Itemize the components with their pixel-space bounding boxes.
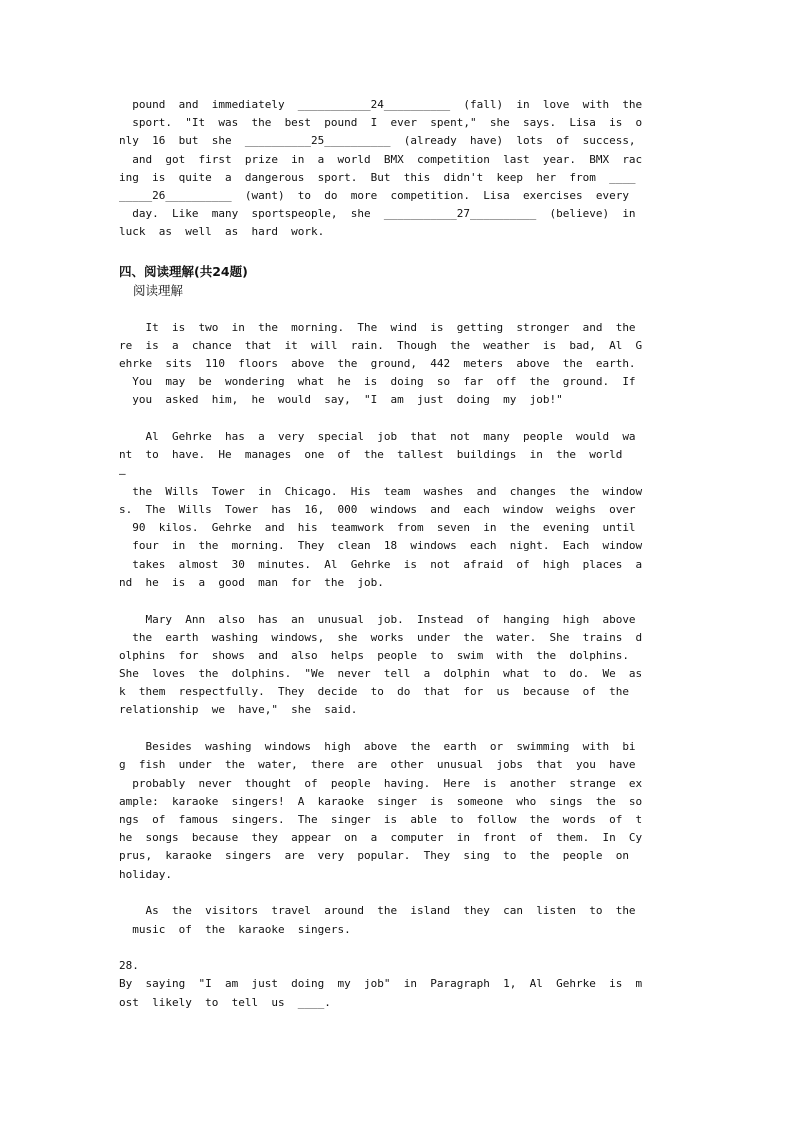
paragraph-line: prus, karaoke singers are very popular. They sing to the people on [119,849,629,863]
paragraph-line: music of the karaoke singers. [119,922,351,936]
spacer [119,242,675,261]
spacer [119,884,675,903]
cloze-line: day. Like many sportspeople, she ___________27__________ (believe) in [119,207,636,221]
question-28 [119,957,675,1012]
spacer [119,720,675,739]
cloze-line: _____26__________ (want) to do more competition. Lisa exercises every [119,188,629,202]
cloze-passage [119,96,675,242]
paragraph-line: you asked him, he would say, "I am just doing my job!" [119,393,563,407]
paragraph-5 [119,902,675,938]
paragraph-line: ample: karaoke singers! A karaoke singer is someone who sings the so [119,794,643,808]
paragraph-line: It is two in the morning. The wind is getting stronger and the [119,320,636,334]
paragraph-line: Mary Ann also has an unusual job. Instead of hanging high above [119,612,636,626]
paragraph-3 [119,611,675,720]
paragraph-line: olphins for shows and also helps people to swim with the dolphins. [119,648,629,662]
paragraph-line: re is a chance that it will rain. Though the weather is bad, Al G [119,338,643,352]
cloze-line: pound and immediately ___________24__________ (fall) in love with the [119,98,643,111]
paragraph-line: he songs because they appear on a computer in front of them. In Cy [119,831,643,845]
section-subtitle: 阅读理解 [133,283,184,299]
paragraph-line: 90 kilos. Gehrke and his teamwork from seven in the evening until [119,521,636,535]
paragraph-line: g fish under the water, there are other unusual jobs that you have [119,758,636,772]
question-line: ost likely to tell us ____. [119,995,331,1009]
paragraph-line: nt to have. He manages one of the tallest buildings in the world [119,448,623,462]
cloze-line: and got first prize in a world BMX competition last year. BMX rac [119,152,643,166]
paragraph-line: s. The Wills Tower has 16, 000 windows and each window weighs over [119,502,636,516]
paragraph-line: relationship we have," she said. [119,703,358,717]
cloze-line: sport. "It was the best pound I ever spent," she says. Lisa is o [119,116,643,130]
paragraph-line: — [119,466,126,480]
paragraph-1 [119,319,675,410]
paragraph-line: takes almost 30 minutes. Al Gehrke is not afraid of high places a [119,557,643,571]
paragraph-4 [119,738,675,884]
cloze-line: luck as well as hard work. [119,225,325,239]
paragraph-2 [119,428,675,592]
paragraph-line: ngs of famous singers. The singer is able to follow the words of t [119,812,643,826]
section-title: 四、阅读理解(共24题) [119,264,248,280]
spacer [119,592,675,611]
paragraph-line: She loves the dolphins. "We never tell a dolphin what to do. We as [119,667,643,681]
cloze-line: ing is quite a dangerous sport. But this didn't keep her from ____ [119,170,636,184]
paragraph-line: probably never thought of people having. Here is another strange ex [119,776,643,790]
paragraph-line: Al Gehrke has a very special job that not many people would wa [119,430,636,444]
paragraph-line: the Wills Tower in Chicago. His team washes and changes the window [119,484,643,498]
paragraph-line: As the visitors travel around the island they can listen to the [119,904,636,918]
spacer [119,939,675,958]
spacer [119,410,675,429]
question-line: By saying "I am just doing my job" in Paragraph 1, Al Gehrke is m [119,977,643,991]
paragraph-line: k them respectfully. They decide to do that for us because of the [119,685,629,699]
cloze-line: nly 16 but she __________25__________ (already have) lots of success, [119,134,636,148]
paragraph-line: Besides washing windows high above the earth or swimming with bi [119,740,636,754]
paragraph-line: four in the morning. They clean 18 windows each night. Each window [119,539,643,553]
paragraph-line: holiday. [119,867,172,881]
document-page [119,96,675,1012]
paragraph-line: ehrke sits 110 floors above the ground, 442 meters above the earth. [119,357,636,371]
paragraph-line: the earth washing windows, she works under the water. She trains d [119,630,643,644]
paragraph-line: nd he is a good man for the job. [119,575,384,589]
question-number: 28. [119,959,139,973]
paragraph-line: You may be wondering what he is doing so far off the ground. If [119,375,636,389]
spacer [119,300,675,319]
